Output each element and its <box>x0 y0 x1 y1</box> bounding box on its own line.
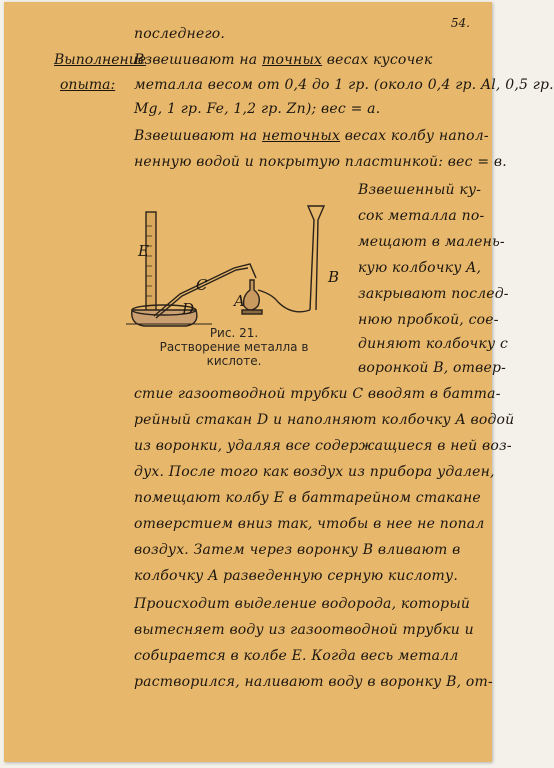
text-line: растворился, наливают воду в воронку B, от- <box>134 674 493 690</box>
flask-stand <box>242 310 262 314</box>
rubber-tube <box>258 290 310 312</box>
underlined-word: неточных <box>262 128 341 144</box>
figure-caption-line-1: Растворение металла в <box>159 340 309 354</box>
text-line: Происходит выделение водорода, который <box>134 596 471 612</box>
underlined-word: точных <box>262 52 323 68</box>
funnel-b <box>308 206 324 310</box>
text-line: помещают колбу E в баттарейном стакане <box>134 490 481 506</box>
text-line: сок металла по- <box>358 208 485 224</box>
manuscript-page <box>4 2 554 762</box>
figure-label-c: C <box>196 276 208 294</box>
text-line: отверстием вниз так, чтобы в нее не попал <box>134 516 485 532</box>
text-line: мещают в малень- <box>358 234 505 250</box>
text-line: воздух. Затем через воронку B вливают в <box>134 542 461 558</box>
figure-caption-number: Рис. 21. <box>209 326 259 340</box>
text-line: последнего. <box>134 26 226 42</box>
text-line: Mg, 1 гр. Fe, 1,2 гр. Zn); вес = a. <box>134 101 381 117</box>
text-line: нюю пробкой, сое- <box>358 312 499 328</box>
page-number: 54. <box>450 16 470 30</box>
text-line: кую колбочку A, <box>358 260 482 276</box>
text-line: Взвешивают на неточных весах колбу напол- <box>134 128 489 144</box>
figure-label-d: D <box>182 300 195 318</box>
text-line: рейный стакан D и наполняют колбочку A водой <box>134 412 515 428</box>
flask-a <box>244 280 260 310</box>
figure-label-b: B <box>328 268 340 286</box>
text-line: колбочку A разведенную серную кислоту. <box>134 568 458 584</box>
text-line: закрывают послед- <box>358 286 509 302</box>
text-line: диняют колбочку с <box>358 336 508 352</box>
text-line: ненную водой и покрытую пластинкой: вес = в. <box>134 154 507 170</box>
figure-label-a: A <box>234 292 245 310</box>
text-line: металла весом от 0,4 до 1 гр. (около 0,4 гр. Al, 0,5 гр. <box>134 77 554 93</box>
text-line: вытесняет воду из газоотводной трубки и <box>134 622 474 638</box>
text-line: собирается в колбе E. Когда весь металл <box>134 648 459 664</box>
figure-caption-line-2: кислоте. <box>206 354 262 368</box>
text-line: воронкой B, отвер- <box>358 360 507 376</box>
text-line: Взвешенный ку- <box>358 182 482 198</box>
margin-label-experiment: опыта: <box>60 77 116 93</box>
text-line: Взвешивают на точных весах кусочек <box>134 52 433 68</box>
text-line: из воронки, удаляя все содержащиеся в ней воз- <box>134 438 512 454</box>
text-line: дух. После того как воздух из прибора удален, <box>134 464 495 480</box>
margin-label-execution: Выполнение <box>54 52 147 68</box>
figure-label-e: E <box>138 242 149 260</box>
text-line: стие газоотводной трубки C вводят в батта- <box>134 386 501 402</box>
